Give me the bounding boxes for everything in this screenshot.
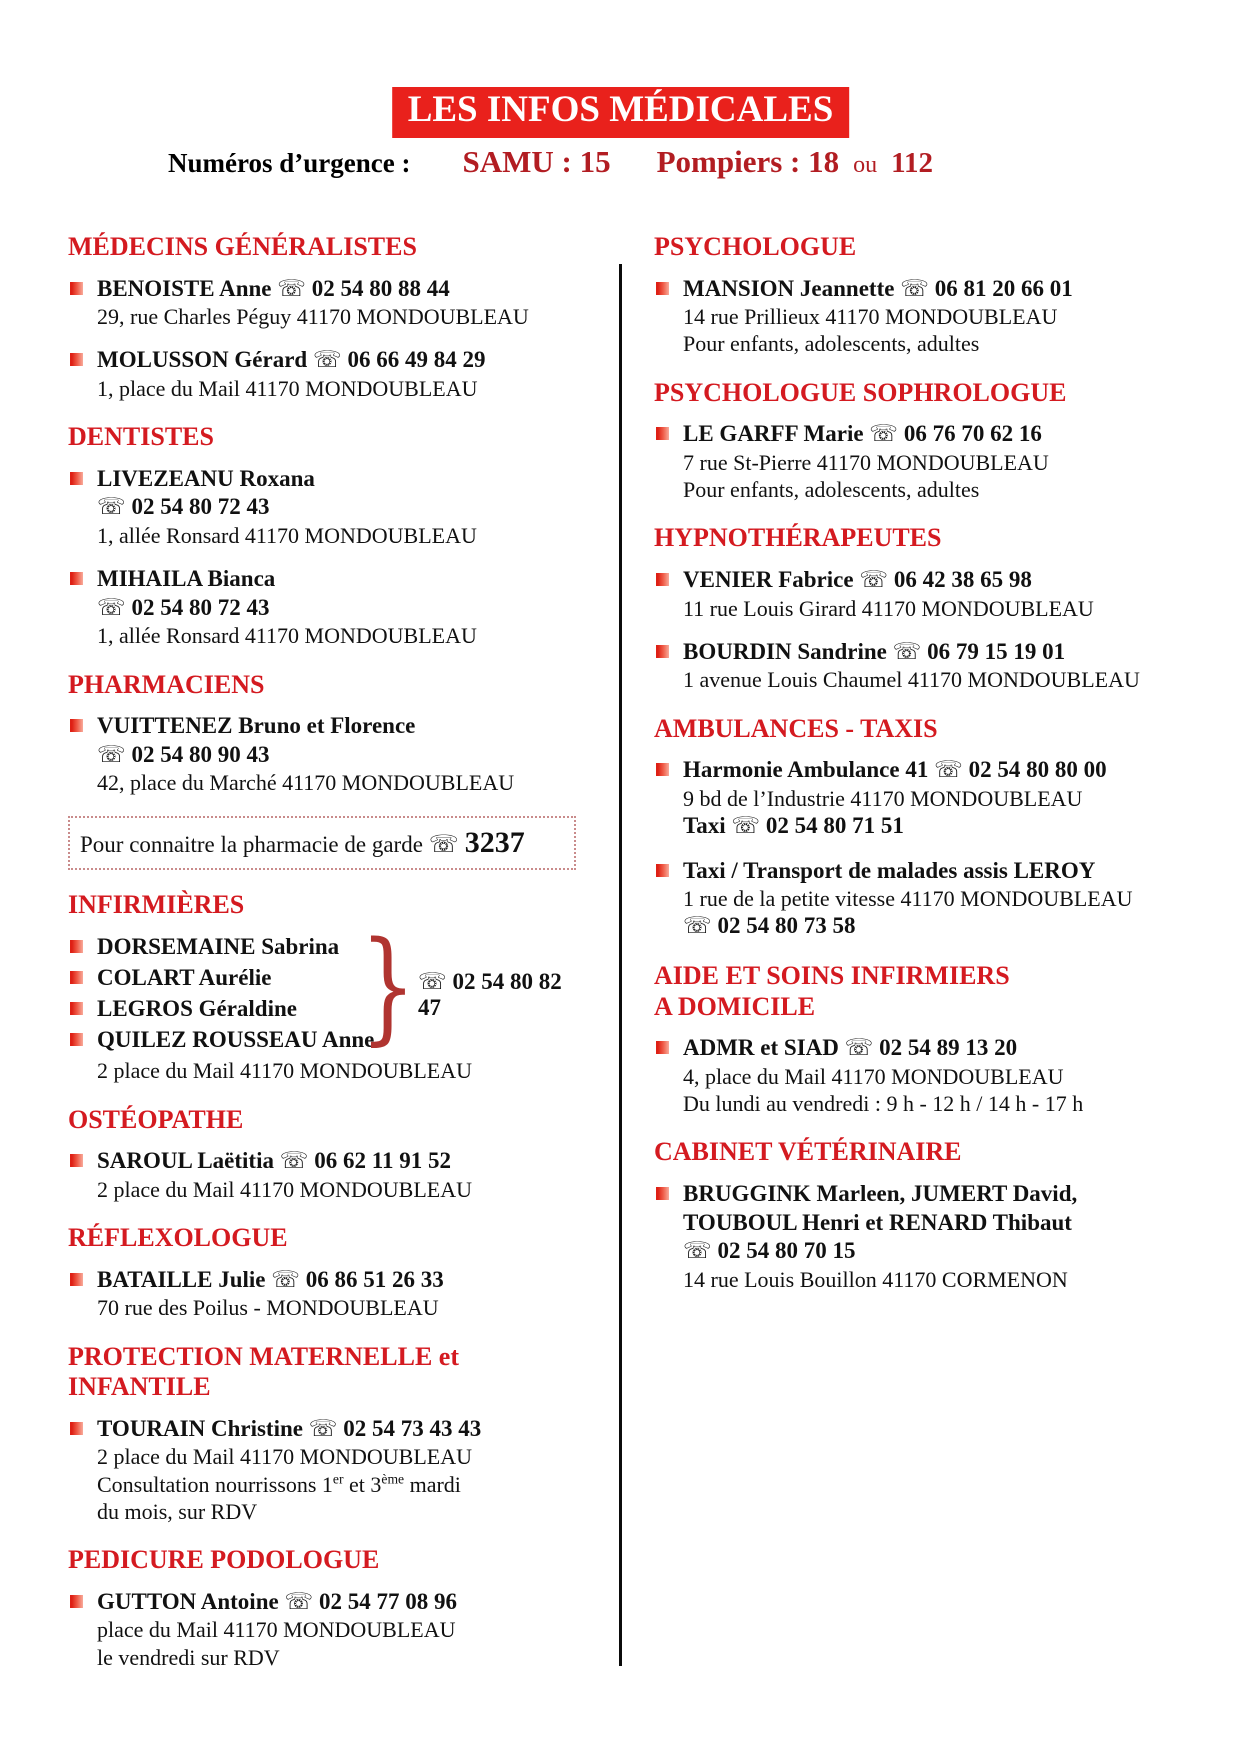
directory-entry bbox=[68, 1147, 576, 1203]
phone-icon: ☏ bbox=[428, 832, 465, 859]
entry-detail-line: Pour enfants, adolescents, adultes bbox=[683, 331, 980, 357]
entry-detail-line: 14 rue Prillieux 41170 MONDOUBLEAU bbox=[683, 304, 1058, 330]
section-heading: RÉFLEXOLOGUE bbox=[68, 1223, 288, 1253]
entry-lines bbox=[683, 1034, 1202, 1117]
bullet-square-icon bbox=[656, 282, 669, 295]
entry-detail-line: 2 place du Mail 41170 MONDOUBLEAU bbox=[97, 1444, 472, 1470]
bullet-square-icon bbox=[656, 1041, 669, 1054]
entry-name-line: MOLUSSON Gérard ☏ 06 66 49 84 29 bbox=[97, 347, 486, 373]
entry-detail-line: du mois, sur RDV bbox=[97, 1498, 258, 1524]
directory-entry bbox=[68, 465, 576, 549]
directory-entry bbox=[654, 857, 1202, 941]
entry-detail-line: 1 avenue Louis Chaumel 41170 MONDOUBLEAU bbox=[683, 667, 1140, 693]
entry-name-line: MIHAILA Bianca bbox=[97, 566, 276, 592]
directory-entry bbox=[654, 420, 1202, 503]
emergency-numbers-line bbox=[168, 144, 933, 180]
entry-name-line: Taxi ☏ 02 54 80 71 51 bbox=[683, 813, 904, 839]
bullet-square-icon bbox=[656, 864, 669, 877]
entry-name-line: LE GARFF Marie ☏ 06 76 70 62 16 bbox=[683, 421, 1042, 447]
entry-detail-line: le vendredi sur RDV bbox=[97, 1644, 280, 1670]
group-phone-number: ☏ 02 54 80 82 47 bbox=[418, 969, 562, 1021]
bullet-square-icon bbox=[656, 573, 669, 586]
entry-detail-line: 42, place du Marché 41170 MONDOUBLEAU bbox=[97, 770, 515, 796]
section-heading: PSYCHOLOGUE SOPHROLOGUE bbox=[654, 377, 1067, 407]
nurses-group bbox=[68, 915, 576, 1058]
entry-name-line: BOURDIN Sandrine ☏ 06 79 15 19 01 bbox=[683, 638, 1066, 664]
bullet-square-icon bbox=[70, 1422, 83, 1435]
bullet-square-icon bbox=[70, 971, 83, 984]
pompiers-number: Pompiers : 18 bbox=[656, 144, 840, 179]
section-heading: AIDE ET SOINS INFIRMIERS A DOMICILE bbox=[654, 960, 1010, 1021]
entry-detail-line: Consultation nourrissons 1er et 3ème mardi bbox=[97, 1471, 461, 1497]
entry-name-line: LEGROS Géraldine bbox=[97, 996, 297, 1022]
samu-number: SAMU : 15 bbox=[462, 144, 611, 179]
pharmacy-on-duty-note bbox=[68, 816, 576, 870]
entry-name-line: GUTTON Antoine ☏ 02 54 77 08 96 bbox=[97, 1588, 457, 1614]
bullet-square-icon bbox=[656, 427, 669, 440]
entry-name-line: ☏ 02 54 80 73 58 bbox=[683, 913, 856, 939]
entry-lines bbox=[97, 465, 576, 549]
bullet-square-icon bbox=[656, 763, 669, 776]
entry-lines bbox=[683, 420, 1202, 503]
entry-name-line: VENIER Fabrice ☏ 06 42 38 65 98 bbox=[683, 567, 1032, 593]
entry-lines bbox=[683, 275, 1202, 358]
entry-name-line: LIVEZEANU Roxana bbox=[97, 465, 315, 491]
directory-entry bbox=[68, 933, 576, 961]
entry-lines bbox=[97, 275, 576, 331]
entry-name-line: ☏ 02 54 80 72 43 bbox=[97, 594, 270, 620]
bullet-square-icon bbox=[70, 472, 83, 485]
bullet-square-icon bbox=[70, 940, 83, 953]
bullet-square-icon bbox=[656, 645, 669, 658]
entry-lines bbox=[97, 1147, 576, 1203]
entry-detail-line: 14 rue Louis Bouillon 41170 CORMENON bbox=[683, 1266, 1068, 1292]
entry-lines bbox=[683, 1180, 1202, 1293]
entry-lines bbox=[683, 857, 1202, 941]
entry-detail-line: 2 place du Mail 41170 MONDOUBLEAU bbox=[97, 1058, 472, 1084]
left-column bbox=[68, 212, 576, 1687]
entry-name-line: ☏ 02 54 80 90 43 bbox=[97, 741, 270, 767]
section-heading: PROTECTION MATERNELLE et INFANTILE bbox=[68, 1341, 459, 1402]
directory-entry bbox=[68, 1415, 576, 1525]
entry-lines bbox=[683, 756, 1202, 840]
section-heading: DENTISTES bbox=[68, 422, 214, 452]
right-column bbox=[654, 212, 1202, 1309]
entry-detail-line: 2 place du Mail 41170 MONDOUBLEAU bbox=[97, 1176, 472, 1202]
directory-entry bbox=[654, 756, 1202, 840]
entry-name-line: BATAILLE Julie ☏ 06 86 51 26 33 bbox=[97, 1266, 444, 1292]
bullet-square-icon bbox=[70, 1033, 83, 1046]
entry-lines bbox=[683, 638, 1202, 694]
brace-icon: } bbox=[360, 915, 416, 1058]
entry-detail-line: 1, place du Mail 41170 MONDOUBLEAU bbox=[97, 375, 478, 401]
section-heading: PHARMACIENS bbox=[68, 669, 265, 699]
bullet-square-icon bbox=[656, 1187, 669, 1200]
entry-lines bbox=[97, 346, 576, 402]
entry-name-line: Taxi / Transport de malades assis LEROY bbox=[683, 857, 1096, 883]
directory-entry bbox=[68, 1266, 576, 1322]
section-heading: AMBULANCES - TAXIS bbox=[654, 713, 938, 743]
directory-entry bbox=[654, 1034, 1202, 1117]
directory-entry bbox=[654, 275, 1202, 358]
bullet-square-icon bbox=[70, 1595, 83, 1608]
section-heading: MÉDECINS GÉNÉRALISTES bbox=[68, 232, 417, 261]
directory-entry bbox=[68, 712, 576, 796]
directory-entry bbox=[68, 346, 576, 402]
entry-lines bbox=[97, 933, 576, 961]
bullet-square-icon bbox=[70, 1154, 83, 1167]
entry-name-line: QUILEZ ROUSSEAU Anne bbox=[97, 1027, 375, 1053]
pharmacy-phone-number: 3237 bbox=[464, 826, 525, 860]
section-heading: HYPNOTHÉRAPEUTES bbox=[654, 523, 942, 553]
directory-entry bbox=[68, 565, 576, 649]
directory-entry bbox=[654, 638, 1202, 694]
section-heading: INFIRMIÈRES bbox=[68, 890, 245, 920]
entry-detail-line: 70 rue des Poilus - MONDOUBLEAU bbox=[97, 1295, 439, 1321]
entry-lines bbox=[97, 1266, 576, 1322]
section-heading: PEDICURE PODOLOGUE bbox=[68, 1545, 380, 1575]
entry-lines bbox=[683, 566, 1202, 622]
entry-name-line: VUITTENEZ Bruno et Florence bbox=[97, 713, 416, 739]
directory-entry bbox=[68, 275, 576, 331]
entry-name-line: COLART Aurélie bbox=[97, 965, 272, 991]
entry-detail-line: 1, allée Ronsard 41170 MONDOUBLEAU bbox=[97, 522, 477, 548]
ou-text: ou bbox=[853, 152, 878, 178]
bullet-square-icon bbox=[70, 1002, 83, 1015]
entry-name-line: SAROUL Laëtitia ☏ 06 62 11 91 52 bbox=[97, 1148, 451, 1174]
entry-detail-line: 7 rue St-Pierre 41170 MONDOUBLEAU bbox=[683, 449, 1049, 475]
entry-lines bbox=[97, 1588, 576, 1671]
entry-lines bbox=[97, 565, 576, 649]
entry-detail-line: 11 rue Louis Girard 41170 MONDOUBLEAU bbox=[683, 595, 1094, 621]
bullet-square-icon bbox=[70, 572, 83, 585]
pharmacy-note-text: Pour connaitre la pharmacie de garde bbox=[80, 832, 429, 858]
entry-name-line: TOURAIN Christine ☏ 02 54 73 43 43 bbox=[97, 1415, 482, 1441]
entry-lines bbox=[97, 1026, 576, 1054]
entry-lines bbox=[97, 1415, 576, 1525]
entry-detail-line: Pour enfants, adolescents, adultes bbox=[683, 477, 980, 503]
entry-name-line: BRUGGINK Marleen, JUMERT David, bbox=[683, 1181, 1078, 1206]
superscript: er bbox=[332, 1471, 344, 1487]
entry-name-line: ADMR et SIAD ☏ 02 54 89 13 20 bbox=[683, 1035, 1018, 1061]
emergency-label: Numéros d’urgence : bbox=[168, 148, 411, 178]
bullet-square-icon bbox=[70, 719, 83, 732]
entry-name-line: TOUBOUL Henri et RENARD Thibaut bbox=[683, 1209, 1072, 1235]
entry-detail-line: place du Mail 41170 MONDOUBLEAU bbox=[97, 1617, 456, 1643]
directory-entry bbox=[654, 566, 1202, 622]
directory-entry bbox=[654, 1180, 1202, 1293]
entry-name-line: BENOISTE Anne ☏ 02 54 80 88 44 bbox=[97, 275, 450, 301]
entry-detail-line: Du lundi au vendredi : 9 h - 12 h / 14 h - 17 h bbox=[683, 1091, 1084, 1117]
entry-name-line: ☏ 02 54 80 70 15 bbox=[683, 1238, 856, 1264]
section-heading: OSTÉOPATHE bbox=[68, 1104, 244, 1134]
entry-name-line: DORSEMAINE Sabrina bbox=[97, 934, 340, 960]
section-heading: PSYCHOLOGUE bbox=[654, 232, 857, 261]
european-emergency-number: 112 bbox=[891, 147, 934, 179]
entry-detail-line: 1 rue de la petite vitesse 41170 MONDOUBLEAU bbox=[683, 886, 1133, 912]
entry-detail-line: 1, allée Ronsard 41170 MONDOUBLEAU bbox=[97, 623, 477, 649]
bullet-square-icon bbox=[70, 1273, 83, 1286]
bullet-square-icon bbox=[70, 353, 83, 366]
directory-entry bbox=[68, 1026, 576, 1054]
entry-detail-line: 4, place du Mail 41170 MONDOUBLEAU bbox=[683, 1063, 1064, 1089]
superscript: ème bbox=[381, 1471, 405, 1487]
entry-name-line: Harmonie Ambulance 41 ☏ 02 54 80 80 00 bbox=[683, 757, 1107, 783]
page-title: LES INFOS MÉDICALES bbox=[392, 87, 850, 139]
entry-name-line: MANSION Jeannette ☏ 06 81 20 66 01 bbox=[683, 275, 1073, 301]
section-heading: CABINET VÉTÉRINAIRE bbox=[654, 1137, 962, 1167]
entry-name-line: ☏ 02 54 80 72 43 bbox=[97, 494, 270, 520]
entry-detail-line: 9 bd de l’Industrie 41170 MONDOUBLEAU bbox=[683, 785, 1083, 811]
entry-lines bbox=[97, 712, 576, 796]
bullet-square-icon bbox=[70, 282, 83, 295]
directory-entry bbox=[68, 1588, 576, 1671]
entry-detail-line: 29, rue Charles Péguy 41170 MONDOUBLEAU bbox=[97, 304, 529, 330]
column-divider bbox=[619, 264, 622, 1666]
